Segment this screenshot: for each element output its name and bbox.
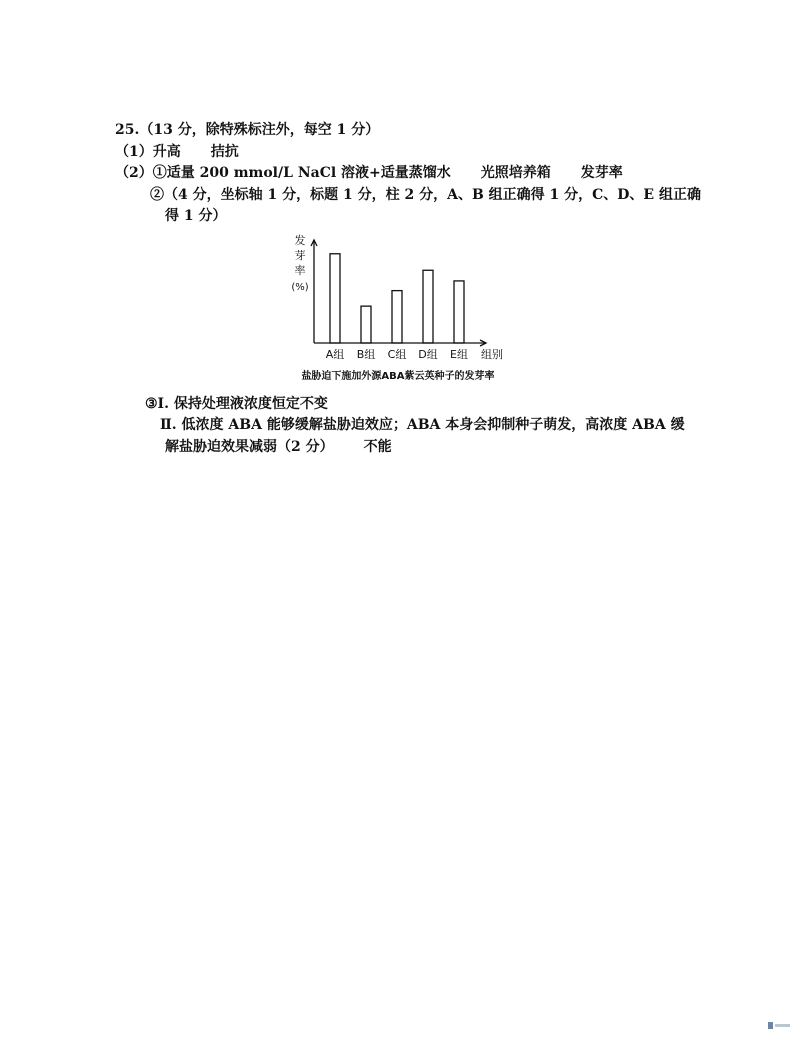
- part2-label: （2）: [115, 165, 153, 181]
- part3-ii-line-2: [165, 438, 392, 456]
- germination-bar-chart: [286, 226, 526, 386]
- bar-5: [454, 281, 464, 343]
- bar-3: [392, 291, 402, 343]
- part2-note-text-1: ②（4 分，坐标轴 1 分，标题 1 分，柱 2 分，A、B 组正确得 1 分，C、D、E 组正确: [150, 187, 701, 203]
- part1-answer-1: 升高: [152, 144, 181, 160]
- part2-answer-1: ①适量 200 mmol/L NaCl 溶液+适量蒸馏水: [152, 165, 451, 181]
- x-tick-label: A组: [325, 348, 345, 361]
- chart-axes: [311, 240, 486, 346]
- part3-ii-answer: 不能: [363, 439, 392, 455]
- y-axis-label-char: 发: [294, 234, 306, 247]
- part3-i-line: [145, 395, 328, 413]
- part3-ii-line-1: [160, 416, 685, 434]
- question-title-text: 25.（13 分，除特殊标注外，每空 1 分）: [115, 122, 380, 138]
- x-tick-label: D组: [418, 348, 438, 361]
- y-axis-unit: (%): [291, 282, 309, 293]
- part2-answer-3: 发芽率: [580, 165, 623, 181]
- y-axis-label-char: 率: [294, 264, 306, 277]
- part1-line: [115, 143, 239, 161]
- part1-answer-2: 拮抗: [210, 144, 239, 160]
- x-tick-label: E组: [450, 348, 468, 361]
- chart-labels: [291, 233, 503, 382]
- watermark-logo-icon: [768, 1022, 790, 1029]
- part3-ii-text-1: Ⅱ. 低浓度 ABA 能够缓解盐胁迫效应；ABA 本身会抑制种子萌发，高浓度 ABA 缓: [160, 417, 685, 433]
- question-title: [115, 121, 379, 139]
- bar-2: [361, 306, 371, 343]
- bar-1: [330, 254, 340, 343]
- part2-note-text-2: 得 1 分）: [165, 208, 227, 224]
- part3-i-text: ③Ⅰ. 保持处理液浓度恒定不变: [145, 396, 328, 412]
- part2-note-line-2: [165, 207, 227, 225]
- bar-4: [423, 270, 433, 343]
- x-axis-label: 组别: [481, 348, 503, 361]
- part2-note-line-1: [150, 186, 701, 204]
- part3-ii-text-2: 解盐胁迫效果减弱（2 分）: [165, 439, 334, 455]
- y-axis-label-char: 芽: [294, 249, 306, 262]
- part2-line: [115, 164, 623, 182]
- x-tick-label: B组: [356, 348, 376, 361]
- part1-label: （1）: [115, 144, 153, 160]
- part2-answer-2: 光照培养箱: [480, 165, 551, 181]
- chart-bars: [330, 254, 464, 343]
- chart-title: 盐胁迫下施加外源ABA紫云英种子的发芽率: [301, 371, 495, 382]
- x-tick-label: C组: [387, 348, 407, 361]
